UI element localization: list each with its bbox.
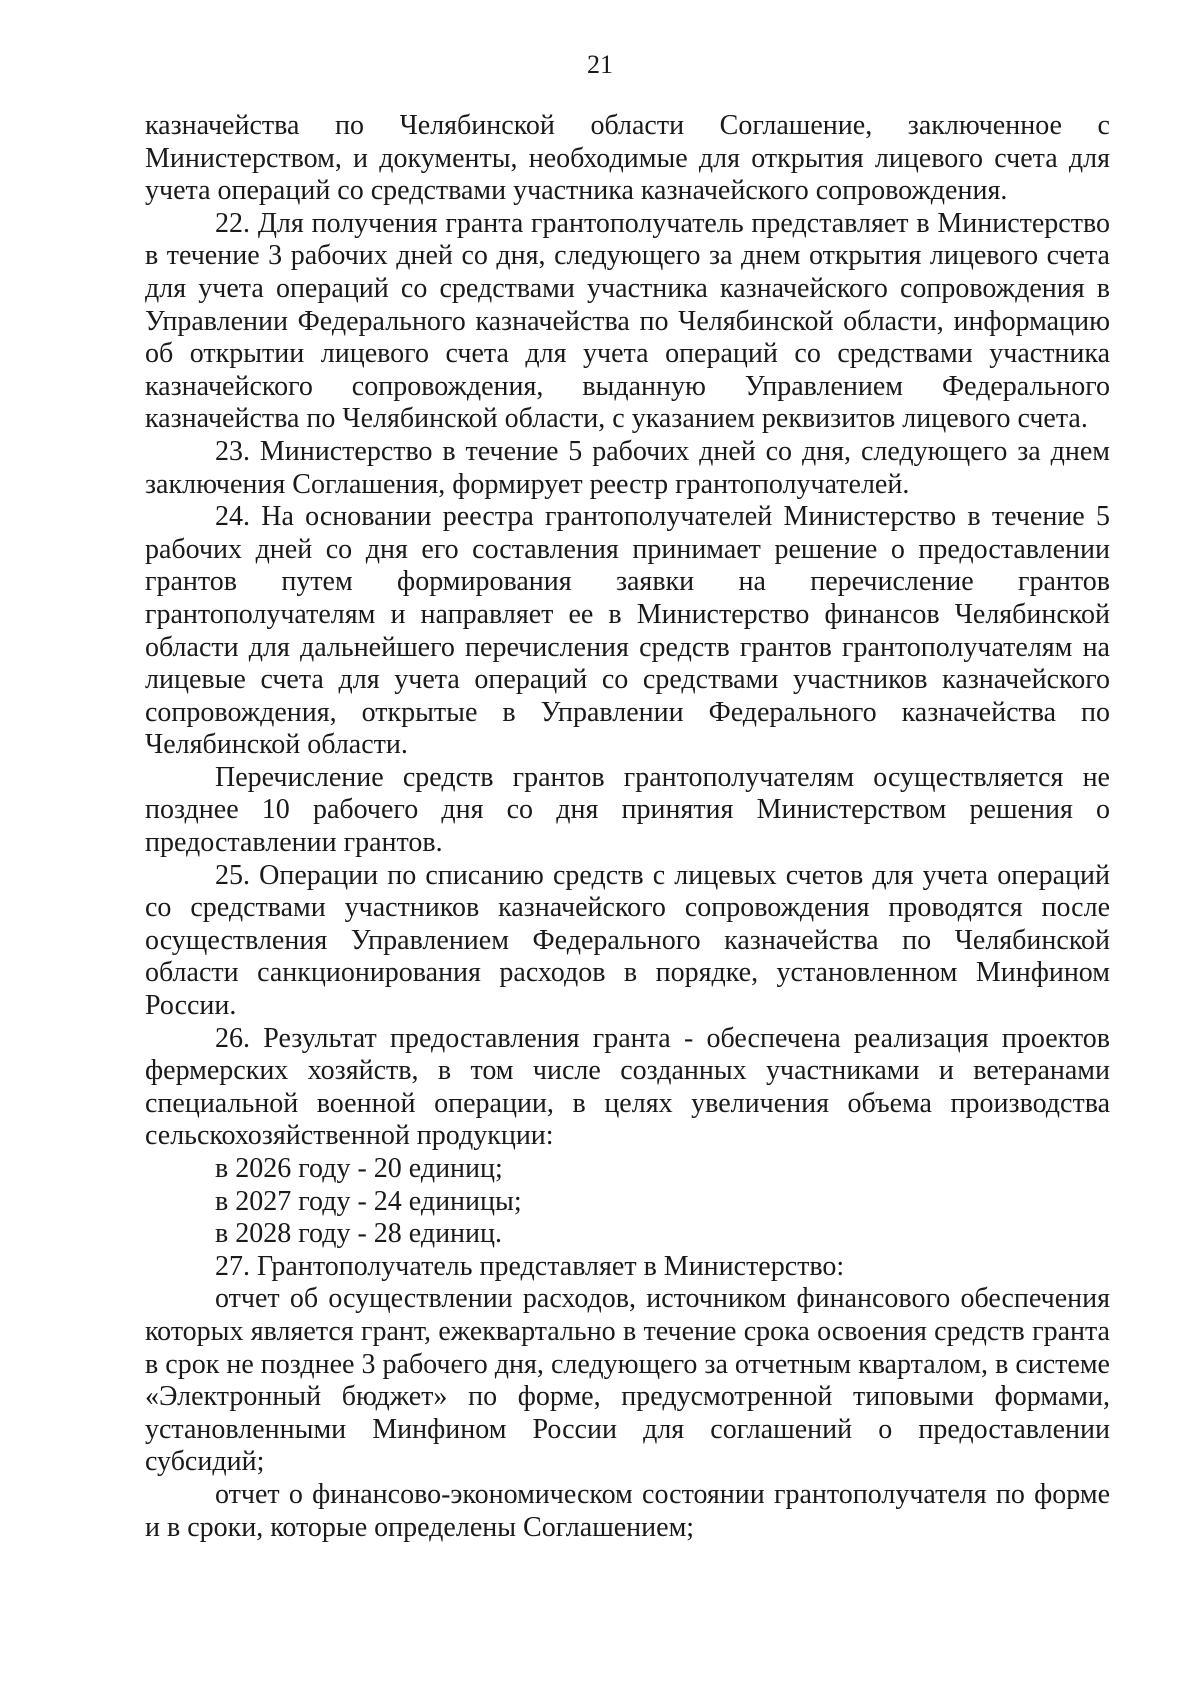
paragraph-expense-report: отчет об осуществлении расходов, источником финансового обеспечения которых является грант, ежеквартально в течение срока освоения средств гранта в срок не позднее 3 рабочего дня, следующего за отчетным кварталом, в системе «Электронный бюджет» по форме, предусмотренной типовыми формами, установленными Минфином России для соглашений о предоставлении субсидий;	[145, 1283, 1110, 1478]
paragraph-clause-24: 24. На основании реестра грантополучателей Министерство в течение 5 рабочих дней со дня его составления принимает решение о предоставлении грантов путем формирования заявки на перечисление грантов грантополучателям и направляет ее в Министерство финансов Челябинской области для дальнейшего перечисления средств грантов грантополучателям на лицевые счета для учета операций со средствами участников казначейского сопровождения, открытые в Управлении Федерального казначейства по Челябинской области.	[145, 501, 1110, 761]
page-number: 21	[587, 50, 613, 79]
paragraph-clause-27: 27. Грантополучатель представляет в Министерство:	[215, 1250, 845, 1282]
document-body	[145, 110, 1110, 1544]
list-item-2027: в 2027 году - 24 единицы;	[215, 1185, 522, 1217]
paragraph-continuation: казначейства по Челябинской области Соглашение, заключенное с Министерством, и документы, необходимые для открытия лицевого счета для учета операций со средствами участника казначейского сопровождения.	[145, 110, 1110, 207]
paragraph-clause-25: 25. Операции по списанию средств с лицевых счетов для учета операций со средствами участников казначейского сопровождения проводятся после осуществления Управлением Федерального казначейства по Челябинской области санкционирования расходов в порядке, установленном Минфином России.	[145, 859, 1110, 1022]
paragraph-clause-23: 23. Министерство в течение 5 рабочих дней со дня, следующего за днем заключения Соглашения, формирует реестр грантополучателей.	[145, 435, 1110, 500]
paragraph-transfer-deadline: Перечисление средств грантов грантополучателям осуществляется не позднее 10 рабочего дня со дня принятия Министерством решения о предоставлении грантов.	[145, 761, 1110, 859]
paragraph-financial-report: отчет о финансово-экономическом состоянии грантополучателя по форме и в сроки, которые определены Соглашением;	[145, 1478, 1110, 1543]
list-item-2026: в 2026 году - 20 единиц;	[215, 1153, 503, 1184]
list-item-2028: в 2028 году - 28 единиц.	[215, 1218, 503, 1250]
paragraph-clause-22: 22. Для получения гранта грантополучатель представляет в Министерство в течение 3 рабочих дней со дня, следующего за днем открытия лицевого счета для учета операций со средствами участника казначейского сопровождения в Управлении Федерального казначейства по Челябинской области, информацию об открытии лицевого счета для учета операций со средствами участника казначейского сопровождения, выданную Управлением Федерального казначейства по Челябинской области, с указанием реквизитов лицевого счета.	[145, 207, 1110, 435]
paragraph-clause-26: 26. Результат предоставления гранта - обеспечена реализация проектов фермерских хозяйств, в том числе созданных участниками и ветеранами специальной военной операции, в целях увеличения объема производства сельскохозяйственной продукции:	[145, 1022, 1110, 1152]
